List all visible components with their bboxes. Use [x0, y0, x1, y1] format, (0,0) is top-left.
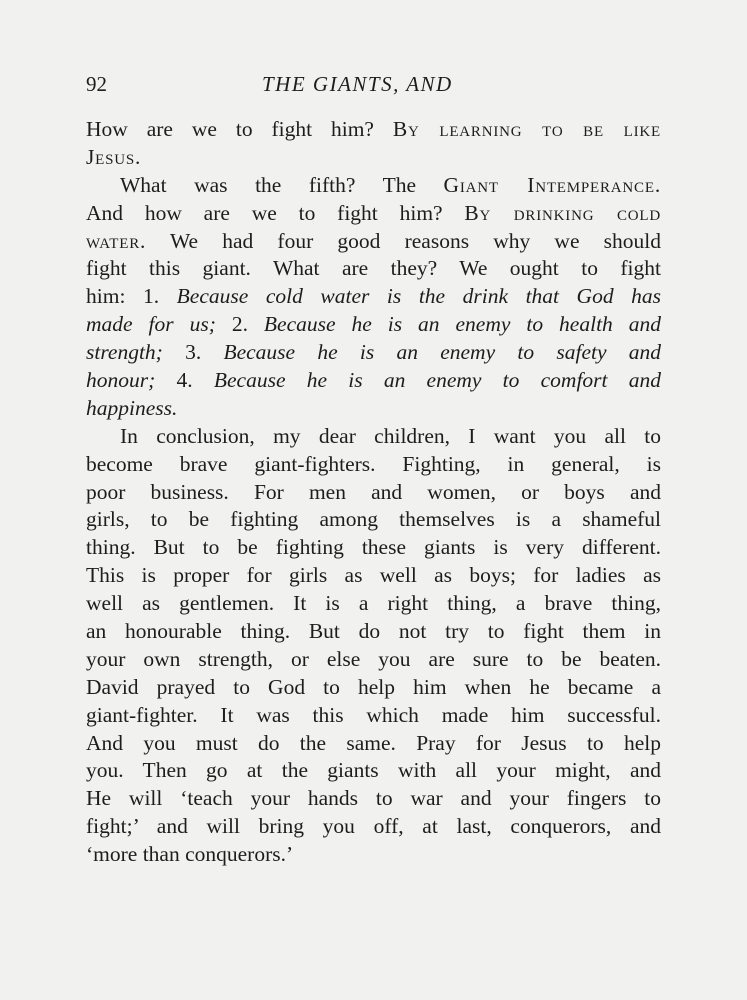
text-segment: This is proper for girls as well as boys; for ladies as: [86, 563, 661, 588]
text-line: [86, 646, 661, 674]
text-line: [86, 311, 661, 339]
text-segment: you. Then go at the giants with all your might, and: [86, 758, 661, 783]
running-head: [86, 72, 661, 98]
text-line: [86, 841, 661, 869]
text-line: [86, 367, 661, 395]
text-segment: become brave giant-fighters. Fighting, in general, is: [86, 451, 661, 476]
text-line: [86, 479, 661, 507]
text-segment: 2.: [215, 312, 264, 337]
text-line: [86, 562, 661, 590]
text-line: [86, 757, 661, 785]
text-line: [86, 144, 661, 172]
small-caps-text: Giant Intemperance.: [443, 172, 662, 197]
text-segment: poor business. For men and women, or boys and: [86, 479, 661, 504]
running-title: THE GIANTS, AND: [262, 72, 453, 96]
text-line: [86, 116, 661, 144]
small-caps-text: Jesus.: [86, 144, 142, 169]
small-caps-text: By learning to be like: [392, 117, 661, 141]
text-segment: an honourable thing. But do not try to fight them in: [86, 619, 661, 644]
italic-text: honour;: [86, 368, 156, 393]
text-segment: ‘more than conquerors.’: [86, 842, 294, 867]
text-segment: 4.: [155, 368, 214, 393]
text-segment: What was the fifth? The: [120, 172, 444, 197]
text-line: [86, 228, 661, 256]
text-segment: David prayed to God to help him when he became a: [86, 674, 661, 699]
text-line: [86, 283, 661, 311]
text-segment: And you must do the same. Pray for Jesus to help: [86, 730, 661, 755]
text-segment: 3.: [162, 340, 224, 365]
text-line: [86, 813, 661, 841]
text-segment: thing. But to be fighting these giants is very different.: [86, 535, 661, 560]
text-line: [86, 339, 661, 367]
italic-text: made for us;: [86, 312, 216, 337]
small-caps-text: water.: [86, 228, 147, 253]
italic-text: Because he is an enemy to safety and: [223, 340, 661, 365]
italic-text: happiness.: [86, 395, 178, 420]
text-segment: well as gentlemen. It is a right thing, a brave thing,: [86, 591, 661, 616]
text-segment: fight this giant. What are they? We ought to fight: [86, 256, 661, 281]
text-segment: In conclusion, my dear children, I want you all to: [120, 423, 661, 448]
text-line: [86, 200, 661, 228]
text-segment: How are we to fight him?: [86, 117, 393, 141]
text-line: [86, 395, 661, 423]
text-line: [86, 674, 661, 702]
text-line: [86, 590, 661, 618]
page-number: 92: [86, 72, 107, 96]
small-caps-text: By drinking cold: [464, 200, 662, 225]
text-line: [86, 618, 661, 646]
body-text: [86, 116, 661, 869]
text-line: [86, 255, 661, 283]
text-segment: giant-fighter. It was this which made him successful.: [86, 702, 661, 727]
italic-text: Because he is an enemy to health and: [263, 312, 661, 337]
text-line: [86, 785, 661, 813]
italic-text: Because cold water is the drink that God has: [176, 284, 662, 309]
text-line: [86, 730, 661, 758]
italic-text: strength;: [86, 340, 163, 365]
text-line: [86, 172, 661, 200]
text-segment: And how are we to fight him?: [86, 200, 465, 225]
text-segment: He will ‘teach your hands to war and your fingers to: [86, 786, 661, 811]
italic-text: Because he is an enemy to comfort and: [213, 368, 662, 393]
text-line: [86, 423, 661, 451]
text-line: [86, 451, 661, 479]
text-segment: girls, to be fighting among themselves is a shameful: [86, 507, 661, 532]
text-segment: your own strength, or else you are sure to be beaten.: [86, 646, 661, 671]
text-line: [86, 702, 661, 730]
text-segment: him: 1.: [86, 284, 177, 309]
text-line: [86, 506, 661, 534]
text-line: [86, 534, 661, 562]
text-segment: fight;’ and will bring you off, at last, conquerors, and: [86, 814, 661, 839]
text-segment: We had four good reasons why we should: [146, 228, 661, 253]
